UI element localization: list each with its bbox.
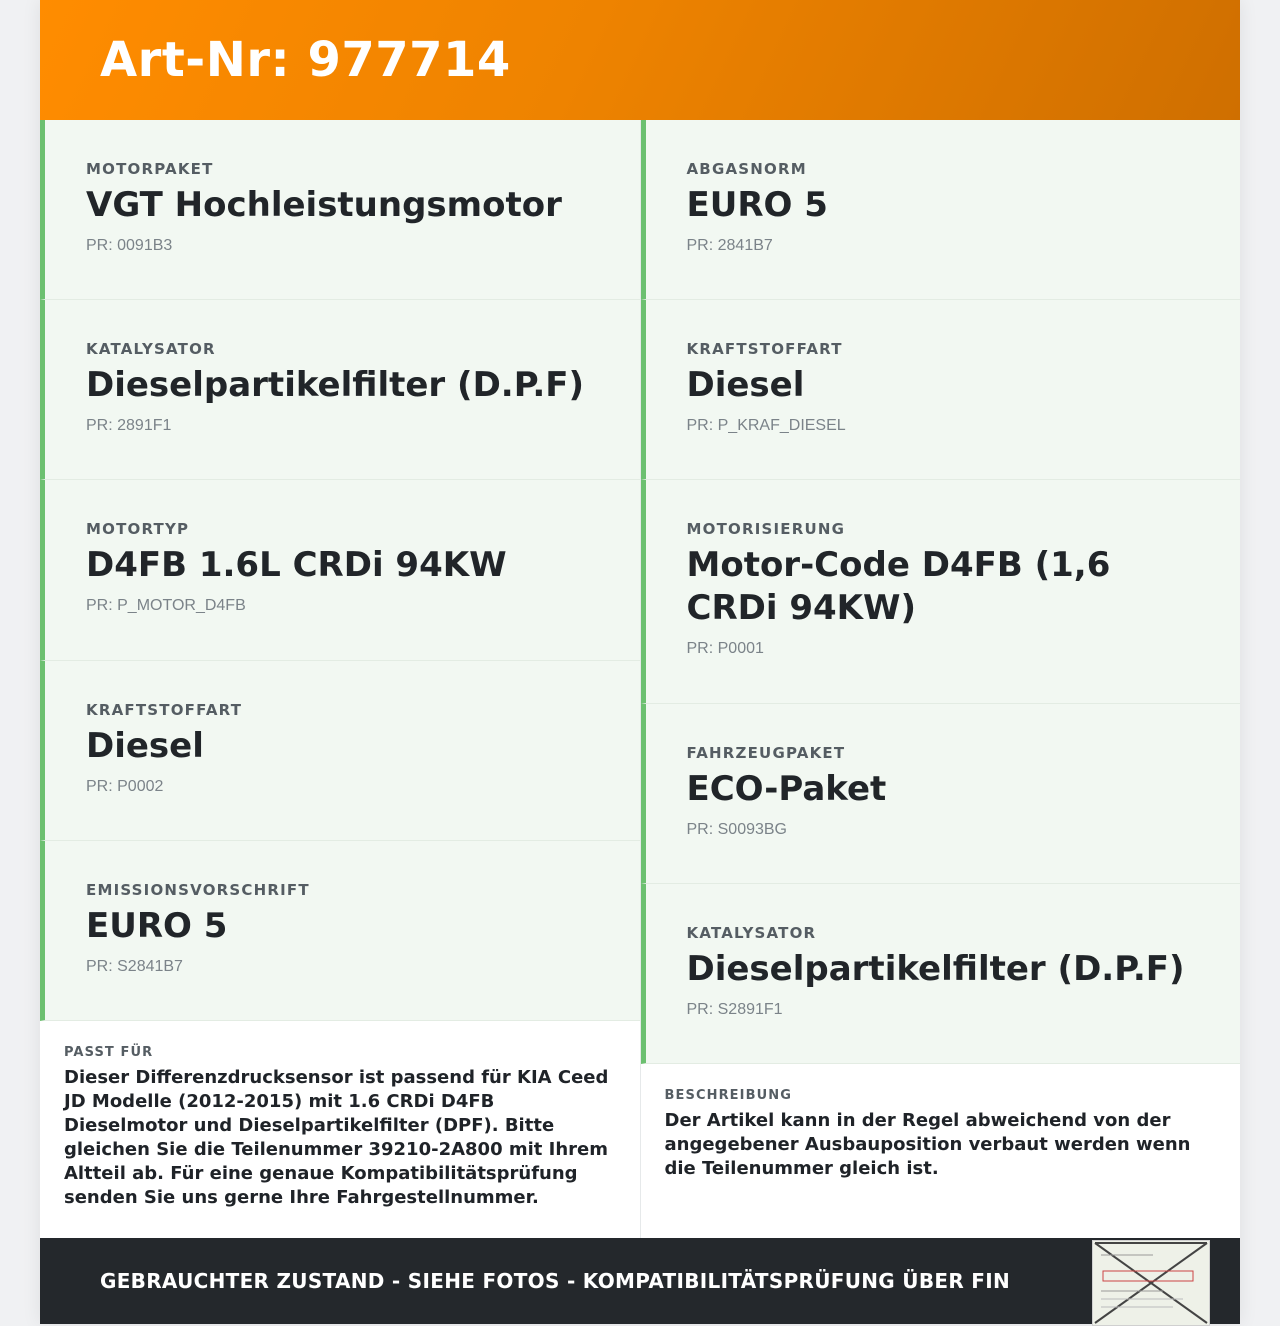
spec-value: Diesel bbox=[686, 365, 805, 405]
spec-label: KATALYSATOR bbox=[686, 924, 817, 942]
spec-pr-code: PR: 2891F1 bbox=[86, 417, 172, 434]
spec-label: MOTORTYP bbox=[86, 520, 190, 538]
spec-value: Dieselpartikelfilter (D.P.F) bbox=[86, 365, 585, 405]
header-bar bbox=[40, 0, 1240, 120]
spec-pr-code: PR: S2841B7 bbox=[86, 958, 183, 975]
right-column bbox=[641, 120, 1241, 1238]
product-sheet bbox=[40, 0, 1240, 1324]
spec-card bbox=[641, 300, 1241, 480]
spec-card bbox=[641, 480, 1241, 704]
spec-value: D4FB 1.6L CRDi 94KW bbox=[86, 545, 507, 585]
spec-card bbox=[641, 120, 1241, 300]
left-column bbox=[40, 120, 641, 1238]
article-number-title: Art-Nr: 977714 bbox=[100, 32, 511, 88]
compatibility-label: PASST FÜR bbox=[64, 1045, 154, 1060]
compatibility-text: Dieser Differenzdrucksensor ist passend für KIA Ceed JD Modelle (2012-2015) mit 1.6 CRDi D4FB Dieselmotor und Dieselpartikelfilter (DPF). Bitte gleichen Sie die Teilenummer 39210-2A800 mit Ihrem Altteil ab. Für eine genaue Kompatibilitätsprüfung senden Sie uns gerne Ihre Fahrgestellnummer. bbox=[64, 1067, 609, 1208]
spec-card bbox=[641, 704, 1241, 884]
spec-label: EMISSIONSVORSCHRIFT bbox=[86, 881, 310, 899]
spec-label: MOTORPAKET bbox=[86, 160, 214, 178]
spec-pr-code: PR: P_KRAF_DIESEL bbox=[686, 417, 846, 434]
spec-pr-code: PR: 0091B3 bbox=[86, 237, 173, 254]
spec-label: KRAFTSTOFFART bbox=[86, 701, 243, 719]
description-label: BESCHREIBUNG bbox=[664, 1088, 793, 1103]
spec-value: EURO 5 bbox=[686, 185, 828, 225]
spec-columns bbox=[40, 120, 1240, 1238]
spec-card bbox=[40, 300, 640, 480]
spec-label: ABGASNORM bbox=[686, 160, 807, 178]
spec-card bbox=[40, 841, 640, 1021]
spec-pr-code: PR: S2891F1 bbox=[686, 1001, 783, 1018]
footer-notice: GEBRAUCHTER ZUSTAND - SIEHE FOTOS - KOMPATIBILITÄTSPRÜFUNG ÜBER FIN bbox=[100, 1269, 1011, 1293]
vehicle-document-thumbnail[interactable] bbox=[1092, 1240, 1210, 1326]
spec-label: MOTORISIERUNG bbox=[686, 520, 846, 538]
spec-value: EURO 5 bbox=[86, 906, 228, 946]
spec-card bbox=[641, 884, 1241, 1064]
spec-card bbox=[40, 661, 640, 841]
spec-value: Diesel bbox=[86, 726, 204, 766]
spec-card bbox=[40, 120, 640, 300]
spec-pr-code: PR: P0002 bbox=[86, 778, 164, 795]
spec-pr-code: PR: P_MOTOR_D4FB bbox=[86, 597, 246, 614]
spec-label: FAHRZEUGPAKET bbox=[686, 744, 846, 762]
spec-value: ECO-Paket bbox=[686, 769, 887, 809]
spec-card bbox=[40, 480, 640, 661]
spec-value: Dieselpartikelfilter (D.P.F) bbox=[686, 949, 1185, 989]
spec-value: Motor-Code D4FB (1,6 CRDi 94KW) bbox=[686, 545, 1111, 628]
spec-value: VGT Hochleistungsmotor bbox=[86, 185, 562, 225]
spec-pr-code: PR: P0001 bbox=[686, 640, 764, 657]
spec-pr-code: PR: 2841B7 bbox=[686, 237, 773, 254]
document-image-icon bbox=[1093, 1241, 1209, 1325]
spec-label: KRAFTSTOFFART bbox=[686, 340, 843, 358]
spec-label: KATALYSATOR bbox=[86, 340, 216, 358]
description-section bbox=[641, 1064, 1241, 1181]
description-text: Der Artikel kann in der Regel abweichend von der angegebener Ausbauposition verbaut werden wenn die Teilenummer gleich ist. bbox=[664, 1110, 1191, 1179]
compatibility-section bbox=[40, 1021, 640, 1210]
spec-pr-code: PR: S0093BG bbox=[686, 821, 787, 838]
footer-bar bbox=[40, 1238, 1240, 1324]
